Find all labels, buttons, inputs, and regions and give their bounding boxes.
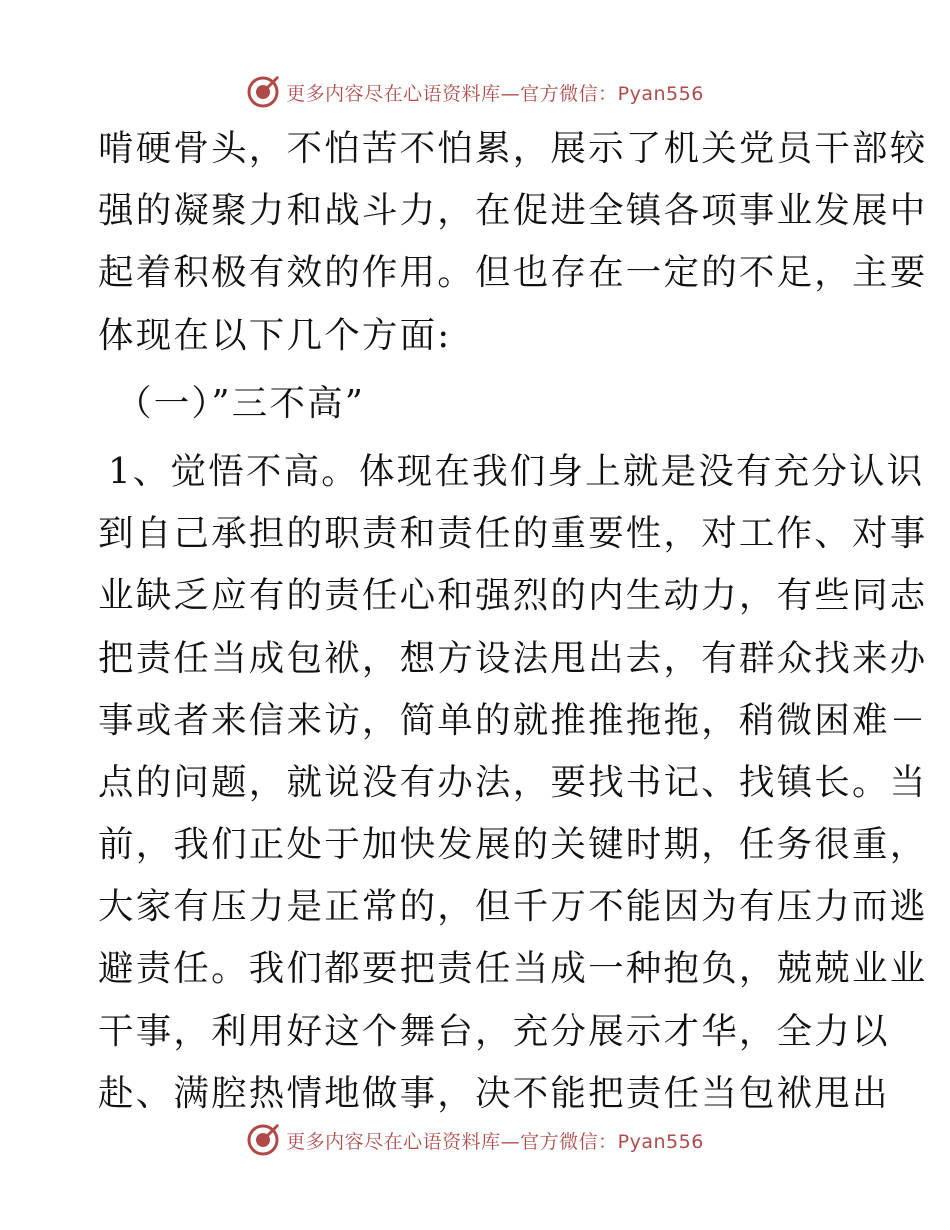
text-line: 起着积极有效的作用。但也存在一定的不足，主要 <box>98 252 928 294</box>
document-body <box>98 118 928 1125</box>
section-heading: （一）”三不高” <box>116 382 366 424</box>
text-line: 到自己承担的职责和责任的重要性，对工作、对事 <box>98 513 928 555</box>
text-line: 业缺乏应有的责任心和强烈的内生动力，有些同志 <box>98 575 928 617</box>
watermark-text: 更多内容尽在心语资料库—官方微信：Pyan556 <box>286 82 704 105</box>
text-line: 干事，利用好这个舞台，充分展示才华，全力以 <box>98 1010 890 1052</box>
text-line: 避责任。我们都要把责任当成一种抱负，兢兢业业 <box>98 948 928 990</box>
footer-watermark <box>0 1120 950 1160</box>
text-line: 体现在以下几个方面: <box>98 314 452 356</box>
pen-logo-icon <box>246 1123 280 1157</box>
text-line: 1、觉悟不高。体现在我们身上就是没有充分认识 <box>108 450 925 492</box>
text-line: 强的凝聚力和战斗力，在促进全镇各项事业发展中 <box>98 190 928 232</box>
text-line: 赴、满腔热情地做事，决不能把责任当包袱甩出 <box>98 1072 890 1114</box>
text-line: 点的问题，就说没有办法，要找书记、找镇长。当 <box>98 761 928 803</box>
pen-logo-icon <box>246 75 280 109</box>
text-line: 事或者来信来访，简单的就推推拖拖，稍微困难－ <box>98 699 928 741</box>
header-watermark <box>0 72 950 112</box>
text-line: 把责任当成包袱，想方设法甩出去，有群众找来办 <box>98 637 928 679</box>
text-line: 前，我们正处于加快发展的关键时期，任务很重， <box>98 824 928 866</box>
text-line: 大家有压力是正常的，但千万不能因为有压力而逃 <box>98 886 928 928</box>
watermark-text: 更多内容尽在心语资料库—官方微信：Pyan556 <box>286 1130 704 1153</box>
text-line: 啃硬骨头，不怕苦不怕累，展示了机关党员干部较 <box>98 128 928 169</box>
